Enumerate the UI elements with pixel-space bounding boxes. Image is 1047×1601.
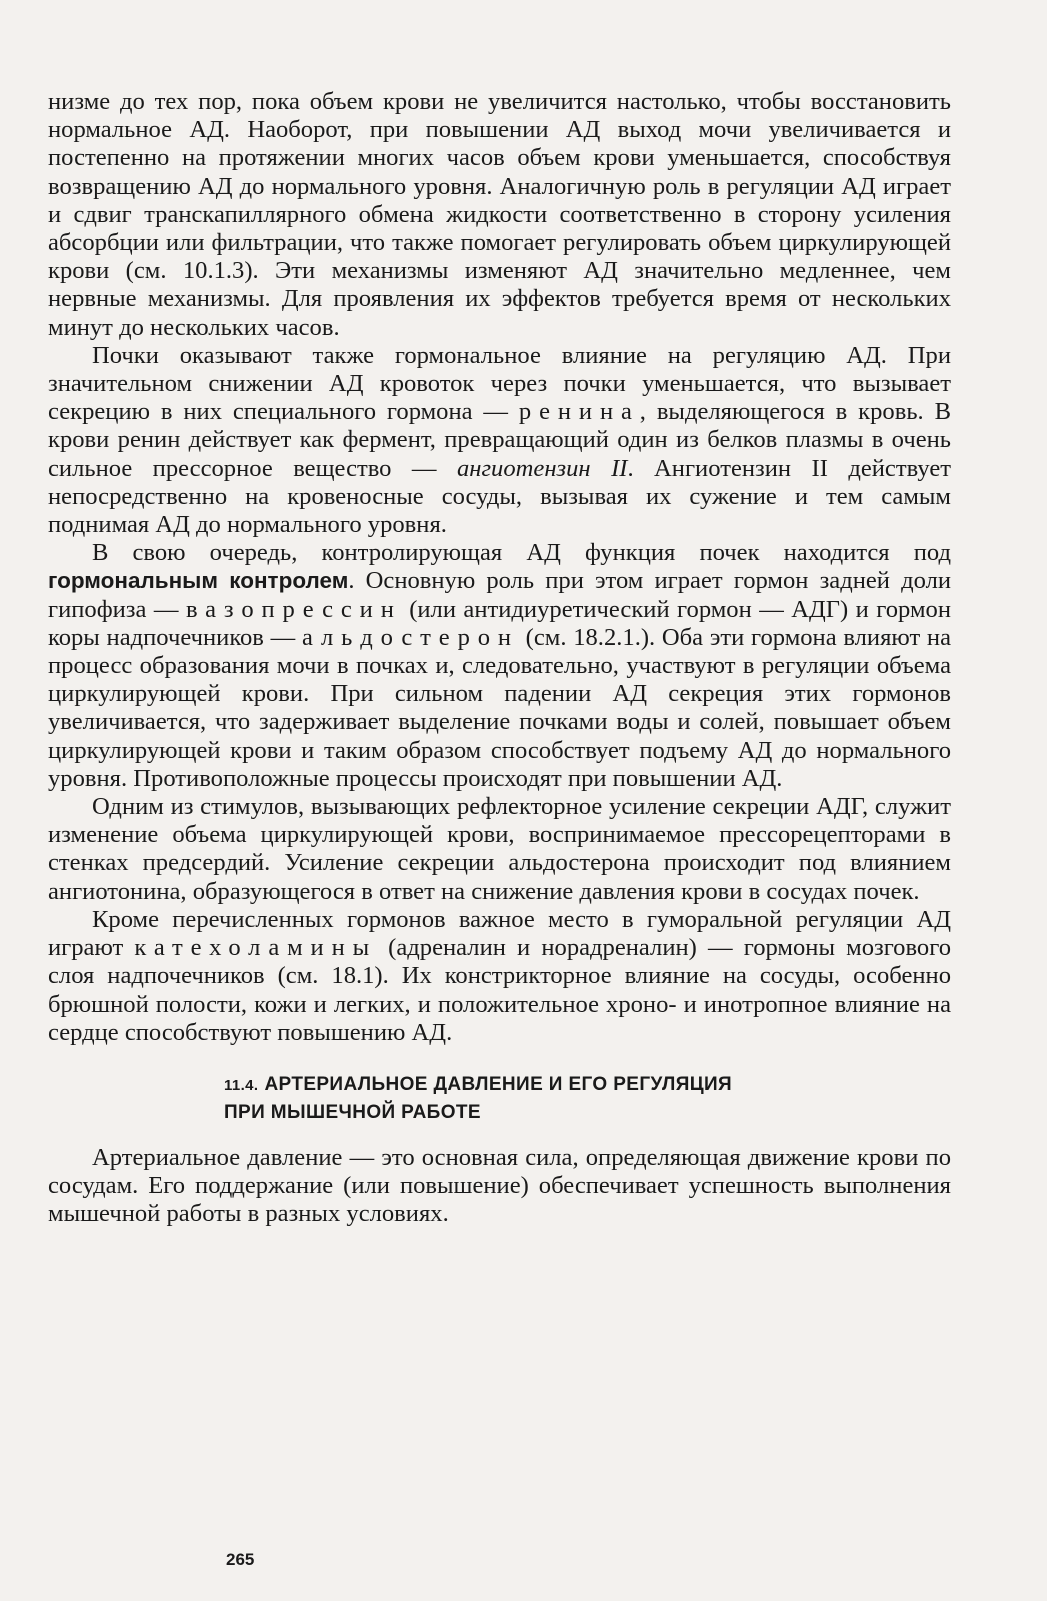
section-heading-line1 [224, 1071, 951, 1099]
page-body [48, 88, 951, 1229]
section-heading [224, 1071, 951, 1126]
text-run: (см. 18.2.1.). Оба эти гормона влияют на процесс образования мочи в почках и, следовательно, участвуют в регуляции объема циркулирующей крови. При сильном падении АД секреция этих гормонов увеличивается, что задерживает выделение почками воды и солей, повышает объем циркулирующей крови и таким образом способствует подъему АД до нормального уровня. Противоположные процессы происходят при повышении АД. [48, 623, 951, 792]
text-run: . Ангиотензин II действует непосредственно на кровеносные сосуды, вызывая их сужение и тем самым поднимая АД до нормального уровня. [48, 454, 951, 539]
text-block-bottom [48, 1144, 951, 1229]
text-run: низме до тех пор, пока объем крови не увеличится настолько, чтобы восстановить нормальное АД. Наоборот, при повышении АД выход мочи увеличивается и постепенно на протяжении многих часов объем крови уменьшается, способствуя возвращению АД до нормального уровня. Аналогичную роль в регуляции АД играет и сдвиг транскапиллярного обмена жидкости соответственно в сторону усиления абсорбции или фильтрации, что также помогает регулировать объем циркулирующей крови (см. 10.1.3). Эти механизмы изменяют АД значительно медленнее, чем нервные механизмы. Для проявления их эффектов требуется время от нескольких минут до нескольких часов. [48, 88, 951, 341]
text-run: . Основную роль при этом играет гормон задней доли гипофиза — [48, 567, 952, 623]
bold-term: гормональным контролем [48, 568, 349, 594]
text-run: , выделяющегося в кровь. В крови ренин действует как фермент, превращающий один из белков плазмы в очень сильное прессорное вещество — [48, 398, 951, 482]
text-run: Артериальное давление — это основная сила, определяющая движение крови по сосудам. Его поддержание (или повышение) обеспечивает успешность выполнения мышечной работы в разных условиях. [48, 1143, 951, 1228]
paragraph [48, 539, 951, 793]
section-title-line2: ПРИ МЫШЕЧНОЙ РАБОТЕ [224, 1101, 481, 1123]
section-title-line1: АРТЕРИАЛЬНОЕ ДАВЛЕНИЕ И ЕГО РЕГУЛЯЦИЯ [264, 1073, 733, 1095]
text-block-top [48, 88, 951, 1047]
text-run: Кроме перечисленных гормонов важное место в гуморальной регуляции АД играют [48, 905, 951, 962]
section-number: 11.4. [224, 1076, 259, 1094]
text-run: (адреналин и норадреналин) — гормоны мозгового слоя надпочечников (см. 18.1). Их констрикторное влияние на сосуды, особенно брюшной полости, кожи и легких, и положительное хроно- и инотропное влияние на сердце способствуют повышению АД. [48, 934, 951, 1046]
spaced-term: ренина [518, 398, 640, 426]
spaced-term: вазопрессин [185, 595, 402, 623]
paragraph [48, 342, 951, 539]
text-run: В свою очередь, контролирующая АД функция почек находится под [92, 539, 951, 567]
text-run: Одним из стимулов, вызывающих рефлекторное усиление секреции АДГ, служит изменение объема циркулирующей крови, воспринимаемое прессорецепторами в стенках предсердий. Усиление секреции альдостерона происходит под влиянием ангиотонина, образующегося в ответ на снижение давления крови в сосудах почек. [48, 793, 951, 905]
paragraph [48, 88, 951, 342]
page-number: 265 [226, 1550, 255, 1569]
paragraph [48, 793, 951, 906]
text-run: (или антидиуретический гормон — АДГ) и гормон коры надпочечников — [48, 595, 951, 651]
spaced-term: катехоламины [134, 934, 378, 962]
text-run: Почки оказывают также гормональное влияние на регуляцию АД. При значительном снижении АД кровоток через почки уменьшается, что вызывает секрецию в них специального гормона — [48, 341, 951, 426]
paragraph [48, 906, 951, 1047]
spaced-term: альдостерон [301, 623, 519, 651]
paragraph [48, 1144, 951, 1229]
italic-term: ангиотензин II [456, 454, 628, 482]
